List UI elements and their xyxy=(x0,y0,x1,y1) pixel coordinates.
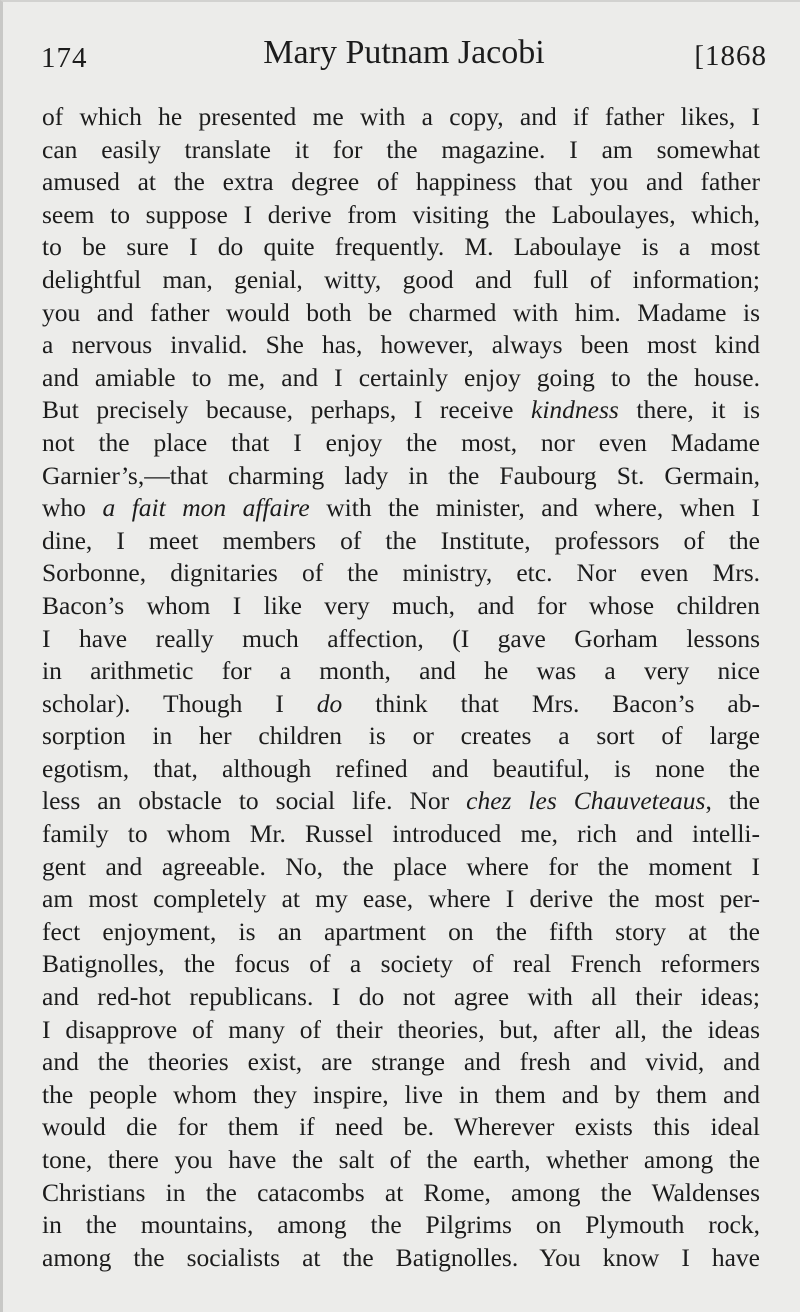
text-line xyxy=(42,720,760,753)
page-number: 174 xyxy=(41,42,88,74)
text-line xyxy=(42,981,760,1014)
text-run: think that Mrs. Bacon’s ab- xyxy=(342,688,760,718)
text-run: you and father would both be charmed with him. Madame is xyxy=(42,297,760,327)
body-text xyxy=(42,101,760,1274)
text-run: amused at the extra degree of happiness that you and father xyxy=(42,167,760,197)
text-line xyxy=(42,362,760,395)
text-line xyxy=(42,655,760,688)
text-run: delightful man, genial, witty, good and full of information; xyxy=(42,264,760,294)
text-line xyxy=(42,1209,760,1242)
text-line xyxy=(42,1014,760,1047)
text-run: , the xyxy=(705,786,760,816)
text-line xyxy=(42,525,760,558)
text-line xyxy=(42,688,760,721)
text-run: would die for them if need be. Wherever exists this ideal xyxy=(42,1112,760,1142)
text-run: with the minister, and where, when I xyxy=(309,493,760,523)
text-run: gent and agreeable. No, the place where for the moment I xyxy=(42,851,760,881)
text-run: in arithmetic for a month, and he was a very nice xyxy=(42,656,760,686)
text-line xyxy=(42,916,760,949)
running-head xyxy=(41,34,767,78)
text-line xyxy=(42,1144,760,1177)
text-line xyxy=(42,1046,760,1079)
text-line xyxy=(42,623,760,656)
text-run: Bacon’s whom I like very much, and for whose children xyxy=(42,590,760,620)
text-run: Garnier’s,—that charming lady in the Faubourg St. Germain, xyxy=(42,460,760,490)
text-run: sorption in her children is or creates a sort of large xyxy=(42,721,760,751)
text-run: there, it is xyxy=(618,395,760,425)
text-run: I disapprove of many of their theories, but, after all, the ideas xyxy=(42,1014,760,1044)
text-line xyxy=(42,427,760,460)
text-line xyxy=(42,785,760,818)
text-run: who xyxy=(42,493,103,523)
text-run: seem to suppose I derive from visiting the Laboulayes, which, xyxy=(42,199,760,229)
text-line xyxy=(42,297,760,330)
text-line xyxy=(42,753,760,786)
text-line xyxy=(42,199,760,232)
text-line xyxy=(42,394,760,427)
text-line xyxy=(42,231,760,264)
italic-phrase: chez les Chauveteaus xyxy=(466,786,706,816)
italic-phrase: a fait mon affaire xyxy=(102,493,310,523)
text-run: of which he presented me with a copy, and if father likes, I xyxy=(42,102,760,131)
text-run: to be sure I do quite frequently. M. Laboulaye is a most xyxy=(42,232,760,262)
text-line xyxy=(42,329,760,362)
text-line xyxy=(42,1242,760,1275)
text-run: But precisely because, perhaps, I receive xyxy=(42,395,532,425)
text-run: and amiable to me, and I certainly enjoy going to the house. xyxy=(42,362,760,392)
text-run: scholar). Though I xyxy=(42,688,317,718)
text-run: I have really much affection, (I gave Gorham lessons xyxy=(42,623,760,653)
text-run: a nervous invalid. She has, however, always been most kind xyxy=(42,330,760,360)
text-run: not the place that I enjoy the most, nor even Madame xyxy=(42,427,760,457)
text-line xyxy=(42,492,760,525)
text-line xyxy=(42,818,760,851)
text-run: and the theories exist, are strange and fresh and vivid, and xyxy=(42,1047,760,1077)
text-run: in the mountains, among the Pilgrims on Plymouth rock, xyxy=(42,1210,760,1240)
text-line xyxy=(42,101,760,134)
text-line xyxy=(42,166,760,199)
text-run: am most completely at my ease, where I derive the most per- xyxy=(42,884,760,914)
text-run: dine, I meet members of the Institute, professors of the xyxy=(42,525,760,555)
book-title: Mary Putnam Jacobi xyxy=(263,34,545,71)
text-run: the people whom they inspire, live in them and by them and xyxy=(42,1079,760,1109)
text-line xyxy=(42,460,760,493)
text-line xyxy=(42,590,760,623)
text-line xyxy=(42,1079,760,1112)
italic-phrase: kindness xyxy=(531,395,619,425)
text-run: and red-hot republicans. I do not agree with all their ideas; xyxy=(42,982,760,1012)
italic-phrase: do xyxy=(316,688,343,718)
text-run: Sorbonne, dignitaries of the ministry, etc. Nor even Mrs. xyxy=(42,558,760,588)
text-run: fect enjoyment, is an apartment on the fifth story at the xyxy=(42,916,760,946)
text-line xyxy=(42,851,760,884)
text-line xyxy=(42,264,760,297)
text-run: Batignolles, the focus of a society of real French reformers xyxy=(42,949,760,979)
text-run: can easily translate it for the magazine. I am somewhat xyxy=(42,134,760,164)
text-line xyxy=(42,948,760,981)
text-run: family to whom Mr. Russel introduced me, rich and intelli- xyxy=(42,819,760,849)
text-run: Christians in the catacombs at Rome, among the Waldenses xyxy=(42,1177,760,1207)
text-run: tone, there you have the salt of the earth, whether among the xyxy=(42,1145,760,1174)
text-line xyxy=(42,1177,760,1210)
text-run: less an obstacle to social life. Nor xyxy=(42,786,467,816)
text-line xyxy=(42,1111,760,1144)
text-line xyxy=(42,557,760,590)
year-marker: [1868 xyxy=(694,40,767,72)
text-line xyxy=(42,883,760,916)
text-run: among the socialists at the Batignolles. You know I have xyxy=(42,1242,760,1272)
text-line xyxy=(42,134,760,167)
text-run: egotism, that, although refined and beautiful, is none the xyxy=(42,753,760,783)
